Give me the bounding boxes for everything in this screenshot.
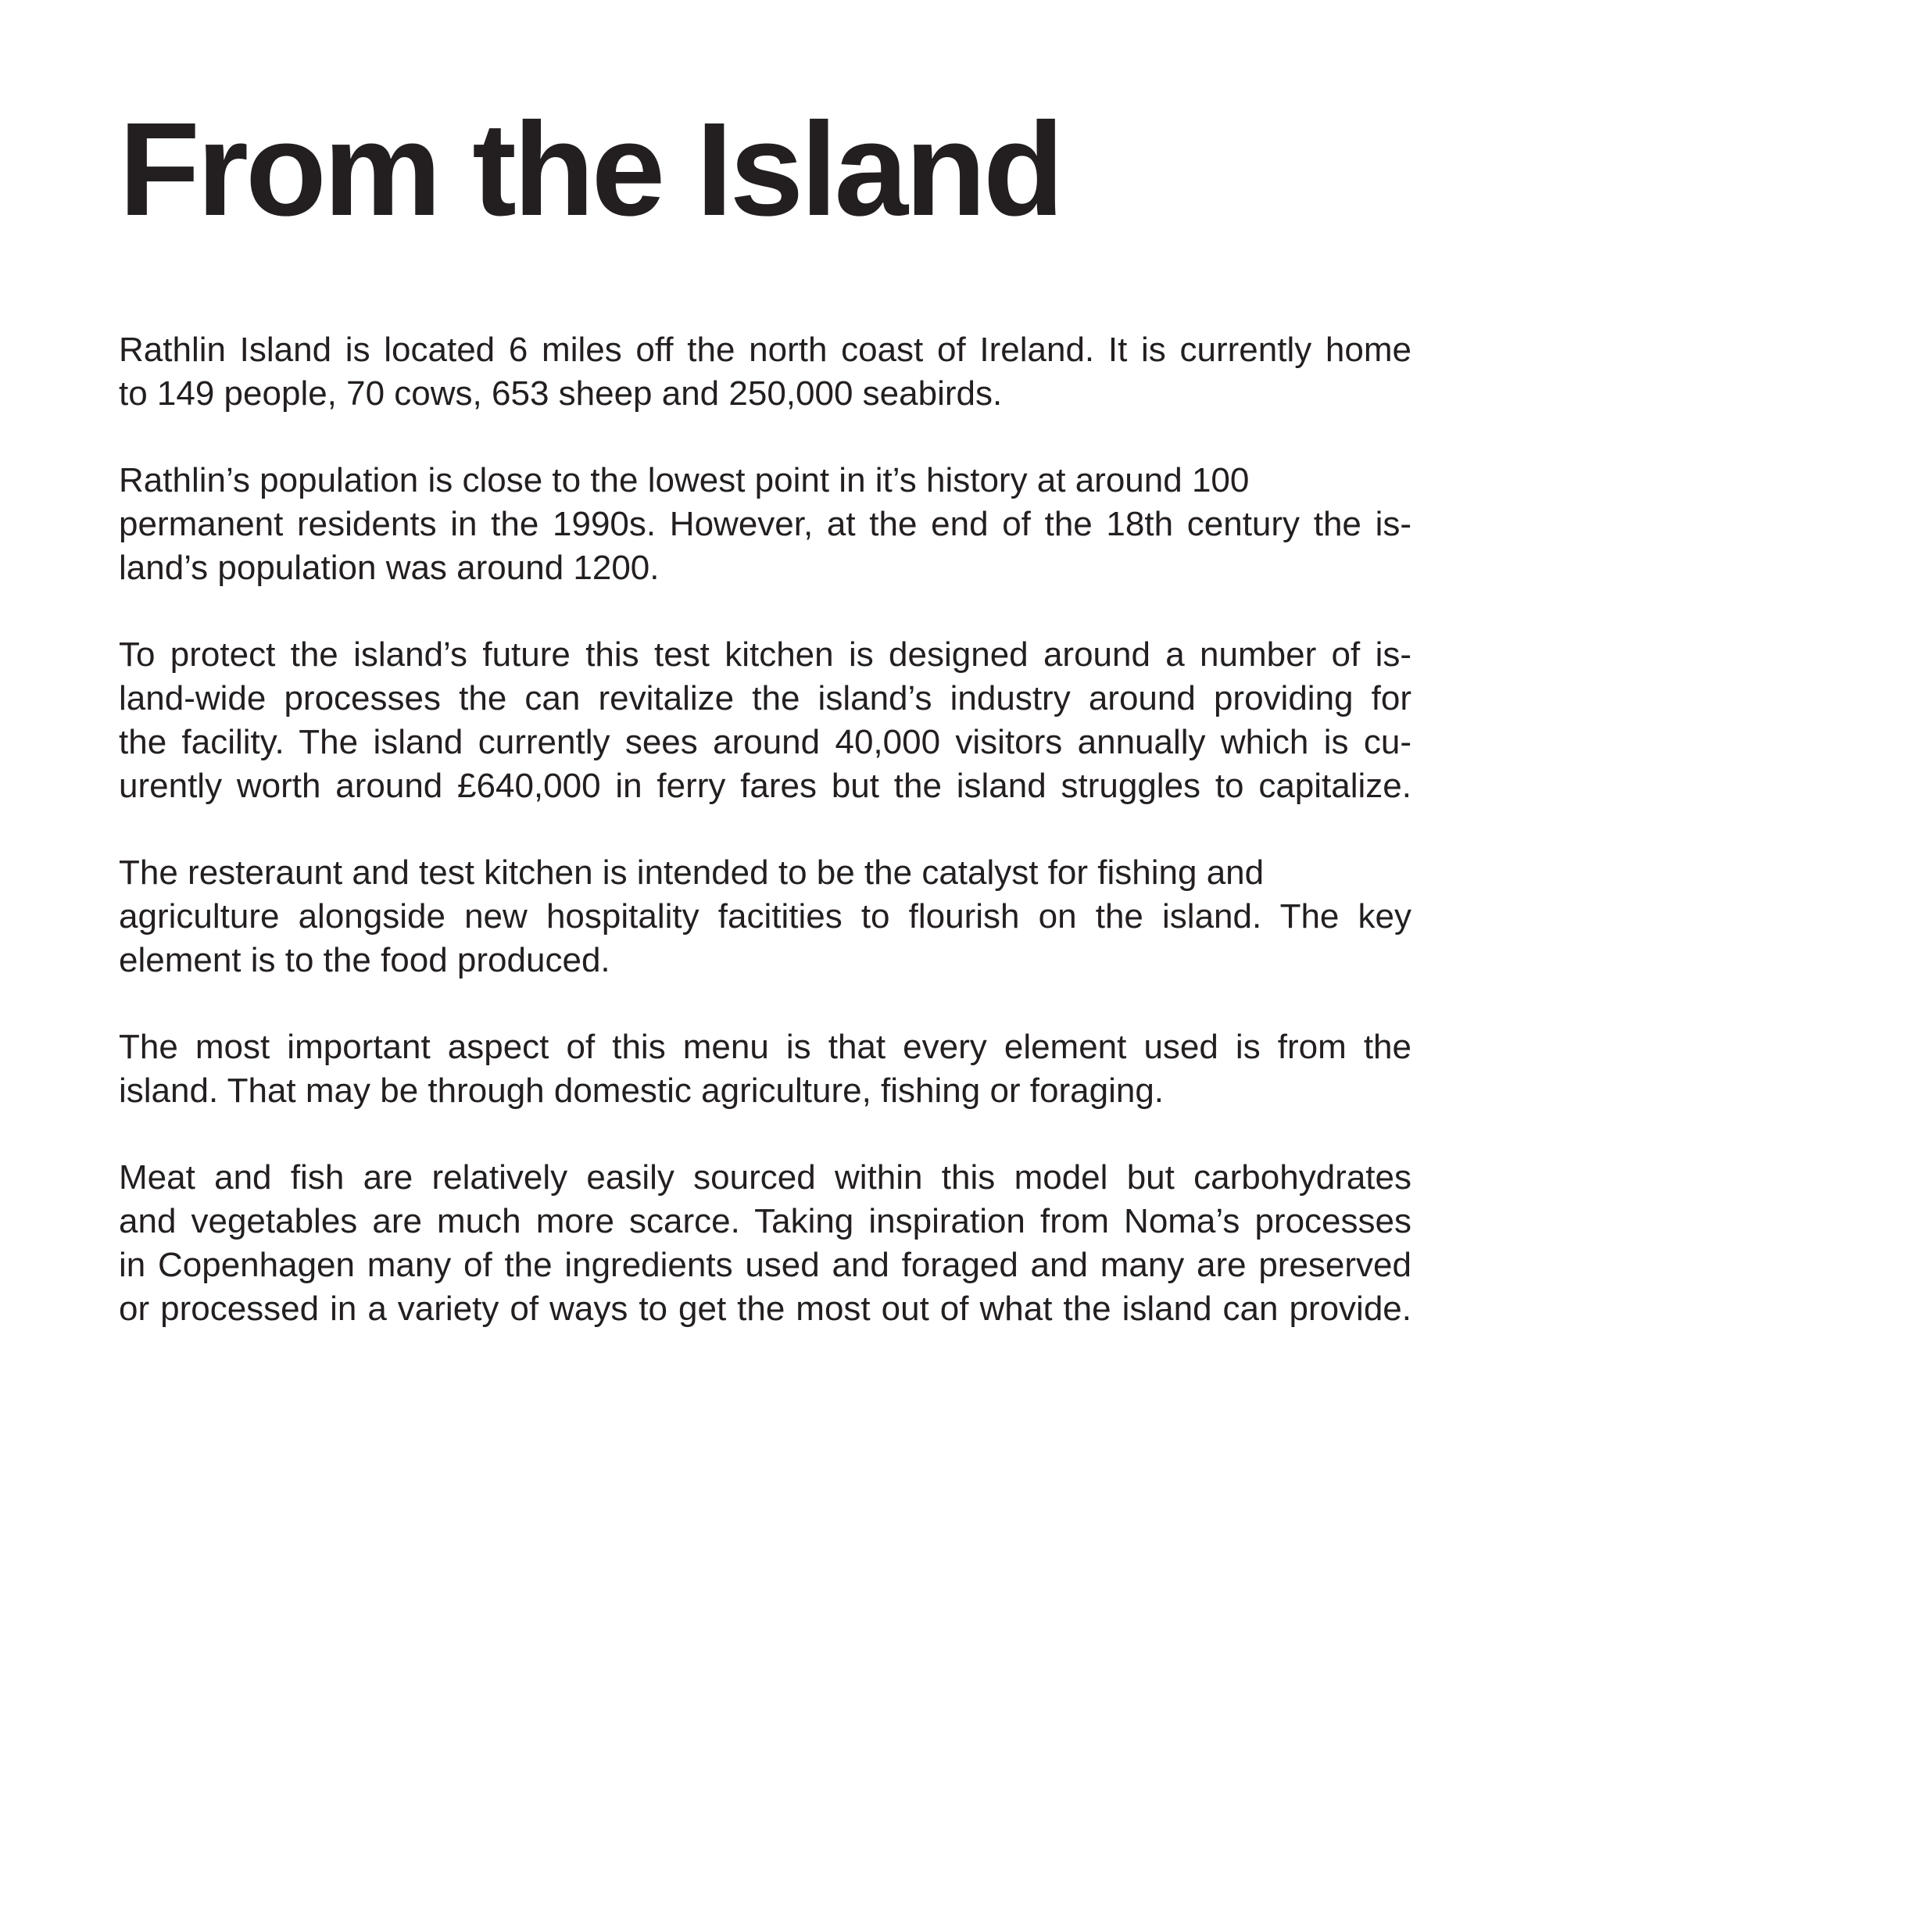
paragraph-line: land’s population was around 1200. [119,549,660,587]
paragraph-line: Meat and fish are relatively easily sourced within this model but carbohydrates [119,1158,1411,1197]
page-title: From the Island [119,95,1061,244]
paragraph-1 [119,328,1411,416]
paragraph-line: Rathlin’s population is close to the lowest point in it’s history at around 100 [119,461,1250,499]
paragraph-6 [119,1156,1411,1331]
paragraph-line: urently worth around £640,000 in ferry fares but the island struggles to capitalize. [119,767,1411,805]
paragraph-line: island. That may be through domestic agriculture, fishing or foraging. [119,1072,1165,1110]
paragraph-line: in Copenhagen many of the ingredients used and foraged and many are preserved [119,1246,1411,1284]
paragraph-line: The most important aspect of this menu is that every element used is from the [119,1028,1411,1066]
paragraph-line: The resteraunt and test kitchen is intended to be the catalyst for fishing and [119,853,1265,892]
paragraph-line: to 149 people, 70 cows, 653 sheep and 250,000 seabirds. [119,374,1003,413]
body-text [119,328,1411,1331]
paragraph-line: or processed in a variety of ways to get the most out of what the island can provide. [119,1290,1411,1328]
paragraph-line: agriculture alongside new hospitality facitities to flourish on the island. The key [119,897,1411,936]
paragraph-line: the facility. The island currently sees around 40,000 visitors annually which is cu- [119,723,1411,761]
paragraph-line: Rathlin Island is located 6 miles off the north coast of Ireland. It is currently home [119,331,1411,369]
paragraph-5 [119,1025,1411,1113]
paragraph-line: land-wide processes the can revitalize the island’s industry around providing for [119,679,1411,717]
paragraph-line: To protect the island’s future this test kitchen is designed around a number of is- [119,635,1411,674]
paragraph-2 [119,459,1411,590]
paragraph-3 [119,633,1411,808]
paragraph-line: and vegetables are much more scarce. Taking inspiration from Noma’s processes [119,1202,1411,1240]
paragraph-line: permanent residents in the 1990s. However, at the end of the 18th century the is- [119,505,1411,543]
paragraph-line: element is to the food produced. [119,941,610,979]
paragraph-4 [119,851,1411,982]
